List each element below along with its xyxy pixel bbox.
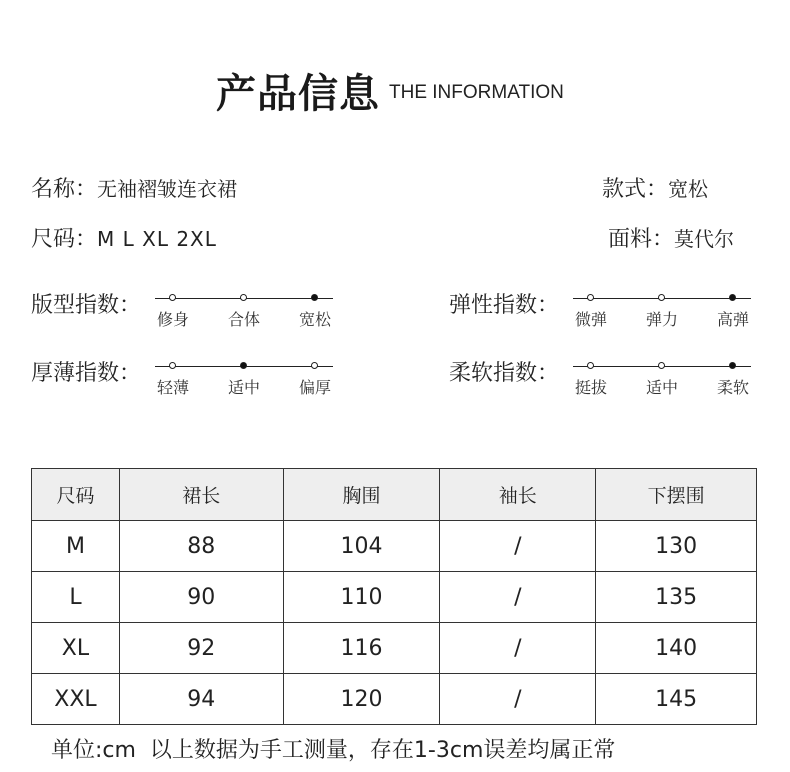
info-name-value: 无袖褶皱连衣裙 (97, 177, 238, 201)
size-table (31, 468, 757, 725)
table-cell: 88 (119, 521, 283, 572)
table-cell: 140 (596, 623, 757, 674)
table-cell: / (440, 521, 596, 572)
table-cell: / (440, 674, 596, 725)
scale-dot (169, 362, 176, 369)
scale-option-label: 偏厚 (298, 378, 332, 397)
table-cell: / (440, 572, 596, 623)
info-size (31, 222, 217, 253)
scale-option-label: 修身 (156, 310, 190, 329)
index-label-softness: 柔软指数： (449, 361, 560, 386)
table-cell: L (32, 572, 120, 623)
table-cell: 120 (283, 674, 440, 725)
info-fabric-value: 莫代尔 (674, 227, 735, 251)
scale-dot (311, 362, 318, 369)
scale-option-label: 宽松 (298, 310, 332, 329)
scale-option-label: 适中 (645, 378, 679, 397)
index-scale-elasticity (573, 292, 751, 332)
scale-dot (169, 294, 176, 301)
table-header-cell: 尺码 (32, 469, 120, 521)
table-cell: 130 (596, 521, 757, 572)
table-row (32, 521, 757, 572)
index-label-fit: 版型指数： (31, 293, 142, 318)
scale-option-label: 适中 (227, 378, 261, 397)
scale-option-label: 合体 (227, 310, 261, 329)
info-size-value: M L XL 2XL (97, 227, 217, 251)
table-cell: 145 (596, 674, 757, 725)
scale-dot (729, 294, 736, 301)
page-subtitle: THE INFORMATION (389, 82, 564, 103)
table-cell: 110 (283, 572, 440, 623)
table-cell: 90 (119, 572, 283, 623)
scale-dot (240, 362, 247, 369)
index-scale-fit (155, 292, 333, 332)
table-row (32, 572, 757, 623)
scale-option-label: 柔软 (716, 378, 750, 397)
measurement-note: 单位:cm 以上数据为手工测量，存在1-3cm误差均属正常 (51, 738, 616, 763)
info-size-key: 尺码： (31, 227, 98, 252)
page-title: 产品信息 (216, 71, 380, 117)
info-name (31, 172, 237, 203)
table-cell: 104 (283, 521, 440, 572)
scale-option-label: 轻薄 (156, 378, 190, 397)
table-cell: 116 (283, 623, 440, 674)
table-cell: XXL (32, 674, 120, 725)
table-cell: XL (32, 623, 120, 674)
info-fabric (608, 222, 734, 253)
scale-option-label: 挺拔 (574, 378, 608, 397)
index-scale-thickness (155, 360, 333, 400)
table-header-cell: 裙长 (119, 469, 283, 521)
scale-dot (587, 362, 594, 369)
index-scale-softness (573, 360, 751, 400)
table-cell: M (32, 521, 120, 572)
info-fabric-key: 面料： (608, 227, 675, 252)
scale-option-label: 高弹 (716, 310, 750, 329)
scale-option-label: 弹力 (645, 310, 679, 329)
table-cell: 94 (119, 674, 283, 725)
scale-dot (240, 294, 247, 301)
scale-dot (729, 362, 736, 369)
scale-option-label: 微弹 (574, 310, 608, 329)
table-header-cell: 胸围 (283, 469, 440, 521)
scale-dot (311, 294, 318, 301)
index-label-elasticity: 弹性指数： (449, 293, 560, 318)
info-name-key: 名称： (31, 177, 98, 202)
table-cell: / (440, 623, 596, 674)
table-row (32, 623, 757, 674)
scale-dot (587, 294, 594, 301)
table-header-cell: 袖长 (440, 469, 596, 521)
info-style (602, 172, 708, 203)
table-cell: 135 (596, 572, 757, 623)
table-row (32, 674, 757, 725)
table-cell: 92 (119, 623, 283, 674)
index-label-thickness: 厚薄指数： (31, 361, 142, 386)
info-style-key: 款式： (602, 177, 669, 202)
table-header-row (32, 469, 757, 521)
table-header-cell: 下摆围 (596, 469, 757, 521)
scale-dot (658, 294, 665, 301)
scale-dot (658, 362, 665, 369)
info-style-value: 宽松 (668, 177, 709, 201)
